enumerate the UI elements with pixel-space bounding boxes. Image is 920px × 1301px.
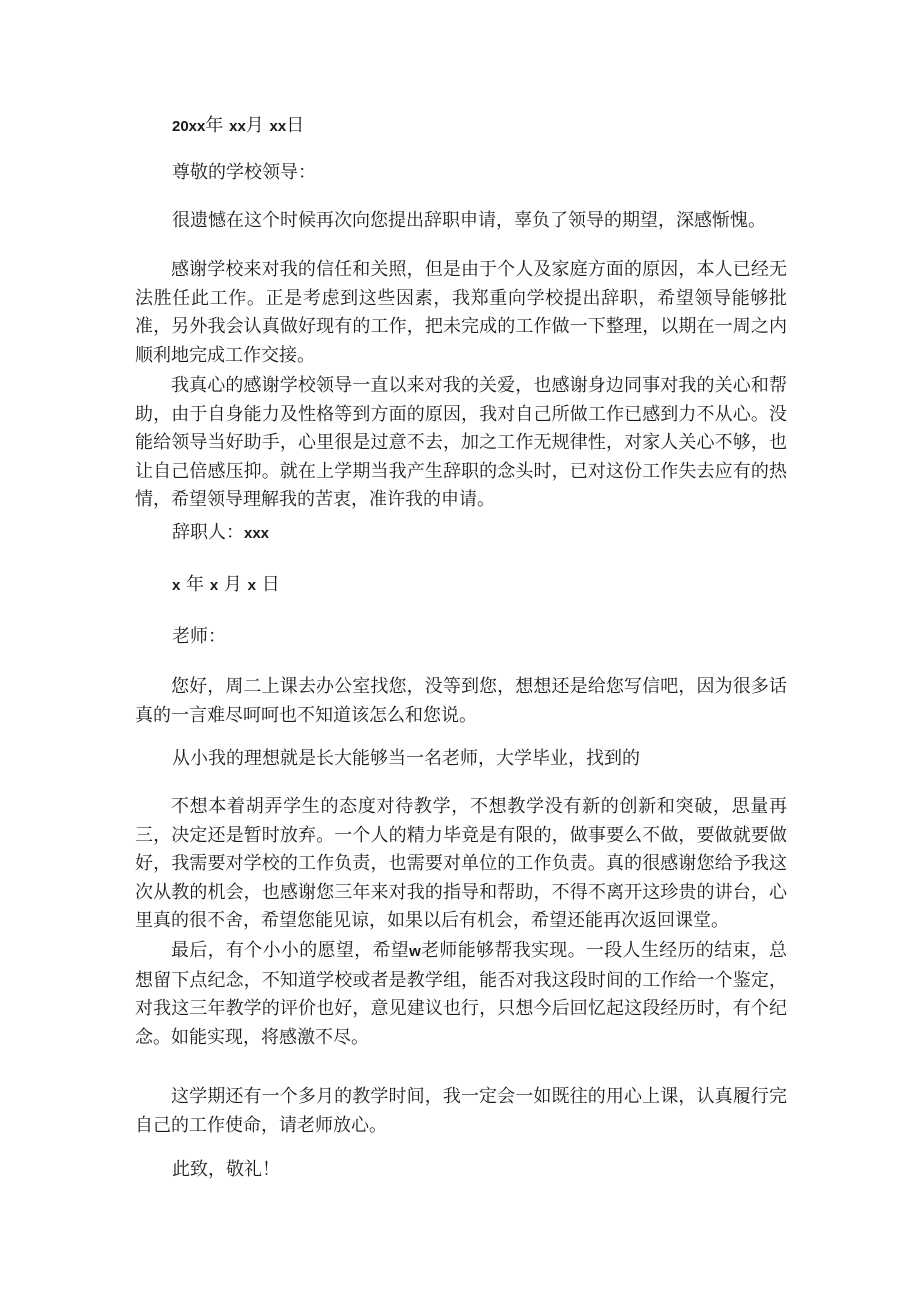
para4-w: w <box>409 943 421 960</box>
sign-date-day-value: x <box>247 577 256 594</box>
letter1-signer <box>172 520 269 547</box>
signer-value: xxx <box>244 525 270 542</box>
sign-date-year-value: x <box>172 577 181 594</box>
letter2-salutation: 老师： <box>172 626 226 647</box>
para4-part-a: 最后，有个小小的愿望，希望 <box>171 940 410 961</box>
date-year-unit: 年 <box>205 115 224 136</box>
sign-date-month-unit: 月 <box>223 574 242 595</box>
date-year-value: 20xx <box>172 118 206 135</box>
signer-label: 辞职人： <box>172 522 244 543</box>
sign-date-day-unit: 日 <box>261 574 280 595</box>
sign-date-year-unit: 年 <box>186 574 205 595</box>
letter1-salutation: 尊敬的学校领导： <box>172 162 316 183</box>
para4-part-b: 老师能够帮我实现。一段人生经历的结束，总想留下点纪念，不知道学校或者是教学组，能否对我这段时间的工作给一个鉴定，对我这三年教学的评价也好，意见建议也行，只想今后回忆起这段经历时，有个纪念。如能实现，将感激不尽。 <box>135 940 788 1048</box>
date-month-value: xx <box>229 118 246 135</box>
letter1-paragraph-2: 感谢学校来对我的信任和关照，但是由于个人及家庭方面的原因，本人已经无法胜任此工作。正是考虑到这些因素，我郑重向学校提出辞职，希望领导能够批准，另外我会认真做好现有的工作，把未完成的工作做一下整理，以期在一周之内顺利地完成工作交接。 <box>135 259 787 366</box>
letter1-paragraph-3: 我真心的感谢学校领导一直以来对我的关爱，也感谢身边同事对我的关心和帮助，由于自身能力及性格等到方面的原因，我对自己所做工作已感到力不从心。没能给领导当好助手，心里很是过意不去，加之工作无规律性，对家人关心不够，也让自己倍感压抑。就在上学期当我产生辞职的念头时，已对这份工作失去应有的热情，希望领导理解我的苦衷，准许我的申请。 <box>135 375 787 510</box>
letter2-paragraph-5: 这学期还有一个多月的教学时间，我一定会一如既往的用心上课，认真履行完自己的工作使命，请老师放心。 <box>135 1086 787 1136</box>
letter1-sign-date <box>172 572 280 599</box>
letter1-date <box>172 113 304 140</box>
letter2-paragraph-3: 不想本着胡弄学生的态度对待教学，不想教学没有新的创新和突破，思量再三，决定还是暂时放弃。一个人的精力毕竟是有限的，做事要么不做，要做就要做好，我需要对学校的工作负责，也需要对单位的工作负责。真的很感谢您给予我这次从教的机会，也感谢您三年来对我的指导和帮助，不得不离开这珍贵的讲台，心里真的很不舍，希望您能见谅，如果以后有机会，希望还能再次返回课堂。 <box>135 796 787 931</box>
letter2-paragraph-1: 您好，周二上课去办公室找您，没等到您，想想还是给您写信吧，因为很多话真的一言难尽呵呵也不知道该怎么和您说。 <box>135 676 787 726</box>
date-day-value: xx <box>269 118 287 135</box>
letter2-closing: 此致，敬礼！ <box>172 1159 280 1180</box>
date-month-unit: 月 <box>245 115 264 136</box>
date-day-unit: 日 <box>286 115 305 136</box>
sign-date-month-value: x <box>209 577 219 594</box>
letter2-paragraph-4 <box>135 937 787 1052</box>
letter2-paragraph-2: 从小我的理想就是长大能够当一名老师，大学毕业，找到的 <box>172 748 640 769</box>
letter1-paragraph-1: 很遗憾在这个时候再次向您提出辞职申请，辜负了领导的期望，深感惭愧。 <box>172 210 766 231</box>
